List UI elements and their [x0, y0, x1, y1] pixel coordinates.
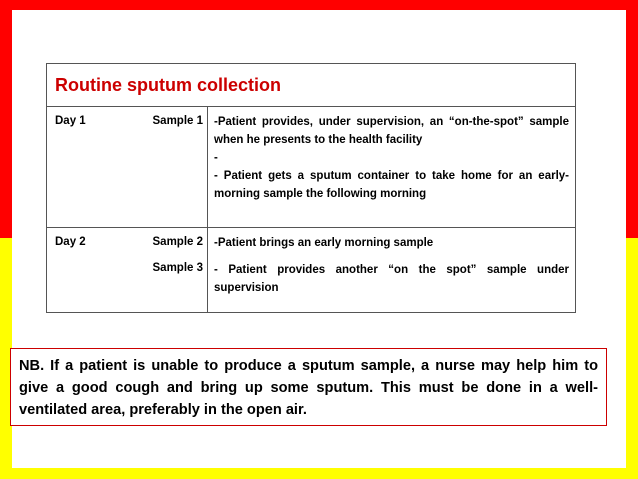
day-label-day2: Day 2 [55, 236, 86, 248]
table-row-day1 [47, 107, 576, 228]
description-line: - Patient gets a sputum container to take home for an early- morning sample the following morning [214, 170, 569, 200]
description-cell-day2 [208, 228, 576, 313]
table-header-row [47, 64, 576, 107]
description-line: -Patient provides, under supervision, an “on-the-spot” sample when he presents to the health facility [214, 116, 569, 146]
sample-label-1: Sample 1 [152, 115, 203, 127]
sample-label-2: Sample 2 [152, 236, 203, 248]
table-title: Routine sputum collection [55, 74, 282, 95]
table-row-day2 [47, 228, 576, 313]
nb-note-box [10, 348, 607, 426]
description-line: - [214, 152, 218, 164]
sample-label-3: Sample 3 [152, 262, 203, 274]
routine-collection-table [46, 63, 576, 313]
day-cell-day2 [47, 228, 208, 313]
day-label-day1: Day 1 [55, 115, 86, 127]
nb-note-text: NB. If a patient is unable to produce a sputum sample, a nurse may help him to give a good cough and bring up some sputum. This must be done in a well-ventilated area, preferably in the open air. [19, 358, 598, 418]
table-title-cell [47, 64, 576, 107]
day-cell-day1 [47, 107, 208, 228]
description-line: -Patient brings an early morning sample [214, 237, 434, 249]
description-cell-day1 [208, 107, 576, 228]
description-line: - Patient provides another “on the spot” sample under supervision [214, 264, 569, 294]
